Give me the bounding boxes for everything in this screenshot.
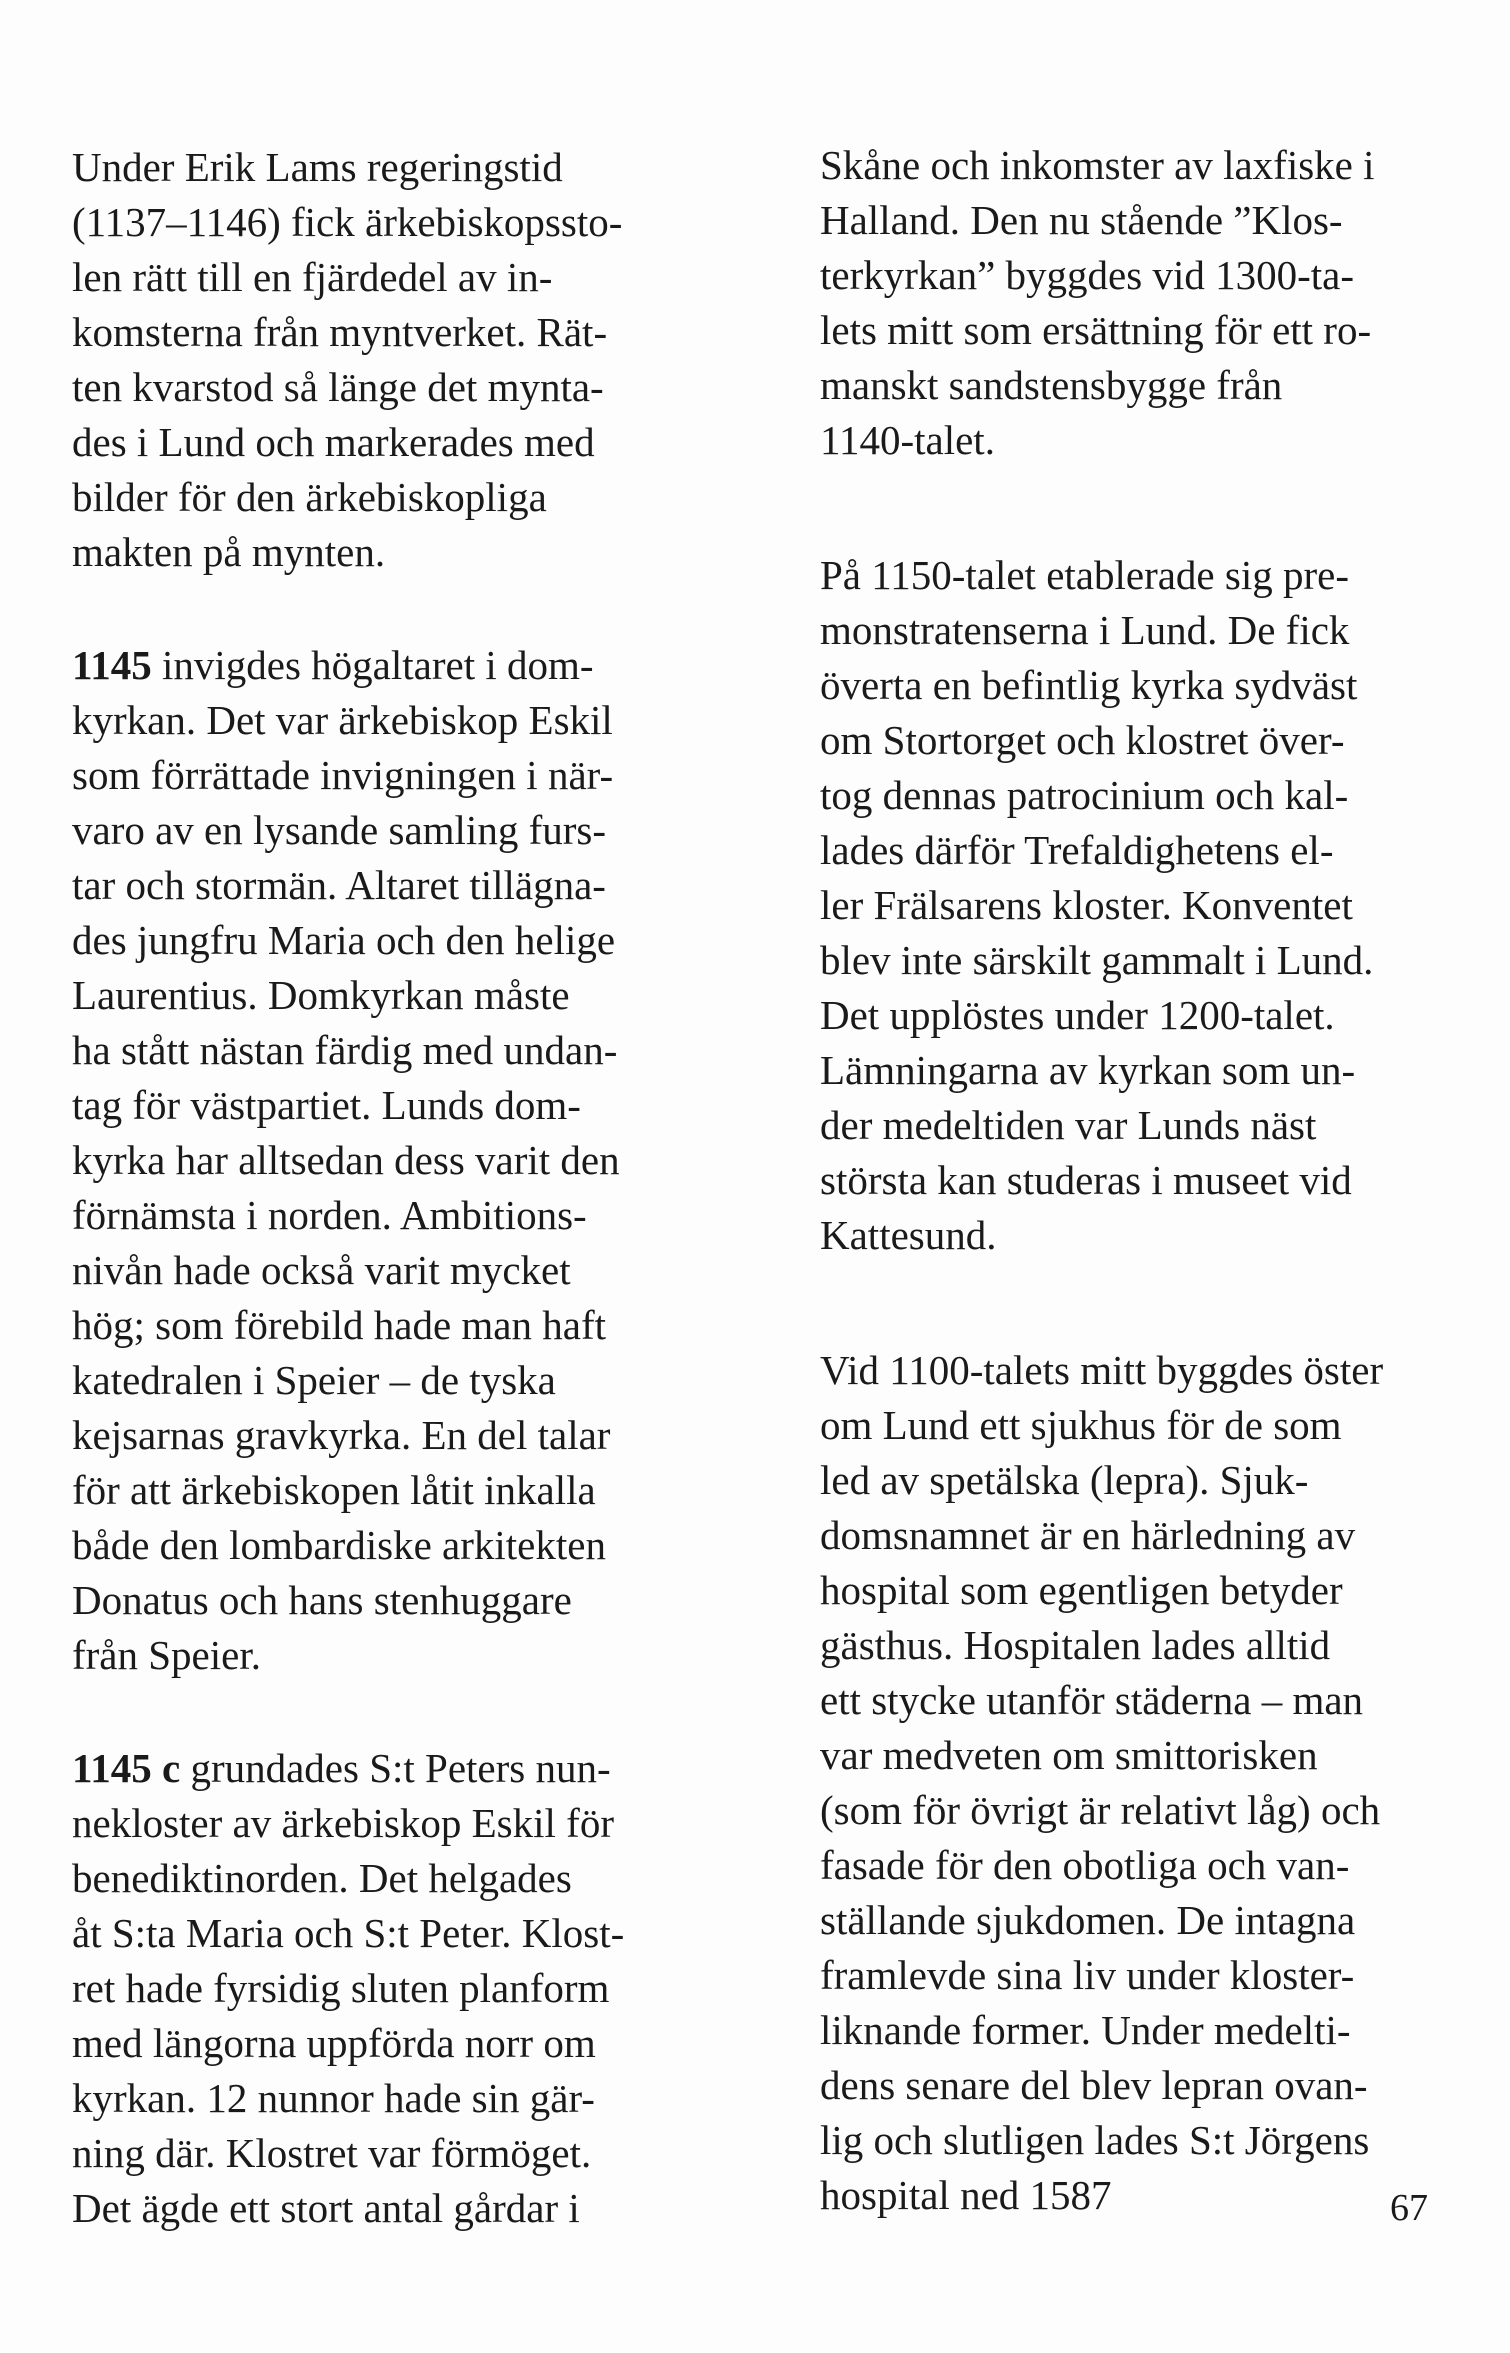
paragraph-1145c-nunnery: [72, 1741, 697, 2236]
year-heading: 1145 c: [72, 1745, 181, 1791]
year-heading: 1145: [72, 642, 152, 688]
page-number: 67: [1390, 2187, 1428, 2229]
paragraph-premonstratensians: På 1150-talet etablerade sig pre- monstratenserna i Lund. De fick överta en befintlig kyrka sydväst om Stortorget och klostret över- tog dennas patrocinium och kal- lades därför Trefaldighetens el- ler Frälsarens kloster. Konventet blev inte särskilt gammalt i Lund. Det upplöstes under 1200-talet. Lämningarna av kyrkan som un- der medeltiden var Lunds näst största kan studeras i museet vid Kattesund.: [820, 552, 1374, 1258]
paragraph-text: grundades S:t Peters nun- nekloster av ärkebiskop Eskil för benediktinorden. Det helgades åt S:ta Maria och S:t Peter. Klost- ret hade fyrsidig sluten planform med längorna uppförda norr om kyrkan. 12 nunnor hade sin gär- ning där. Klostret var förmöget. Det ägde ett stort antal gårdar i: [72, 1745, 625, 2231]
paragraph-hospital: Vid 1100-talets mitt byggdes öster om Lund ett sjukhus för de som led av spetälska (lepra). Sjuk- domsnamnet är en härledning av hospital som egentligen betyder gästhus. Hospitalen lades alltid ett stycke utanför städerna – man var medveten om smittorisken (som för övrigt är relativt låg) och fasade för den obotliga och van- ställande sjukdomen. De intagna framlevde sina liv under kloster- liknande former. Under medelti- dens senare del blev lepran ovan- lig och slutligen lades S:t Jörgens hospital ned 1587: [820, 1347, 1384, 2218]
paragraph-erik-lam: Under Erik Lams regeringstid (1137–1146) fick ärkebiskopssto- len rätt till en fjärdedel av in- komsterna från myntverket. Rät- ten kvarstod så länge det mynta- des i Lund och markerades med bilder för den ärkebiskopliga makten på mynten.: [72, 144, 623, 575]
left-column: [72, 140, 697, 2236]
paragraph-1145-high-altar: [72, 638, 697, 1683]
paragraph-text: invigdes högaltaret i dom- kyrkan. Det var ärkebiskop Eskil som förrättade invigningen i när- varo av en lysande samling furs- tar och stormän. Altaret tillägna- des jungfru Maria och den helige Laurentius. Domkyrkan måste ha stått nästan färdig med undan- tag för västpartiet. Lunds dom- kyrka har alltsedan dess varit den förnämsta i norden. Ambitions- nivån hade också varit mycket hög; som förebild hade man haft katedralen i Speier – de tyska kejsarnas gravkyrka. En del talar för att ärkebiskopen låtit inkalla både den lombardiske arkitekten Donatus och hans stenhuggare från Speier.: [72, 642, 620, 1678]
paragraph-klosterkyrkan: Skåne och inkomster av laxfiske i Halland. Den nu stående ”Klos- terkyrkan” byggdes vid 1300-ta- lets mitt som ersättning för ett ro- manskt sandstensbygge från 1140-talet.: [820, 142, 1375, 463]
right-column: [820, 138, 1445, 2223]
